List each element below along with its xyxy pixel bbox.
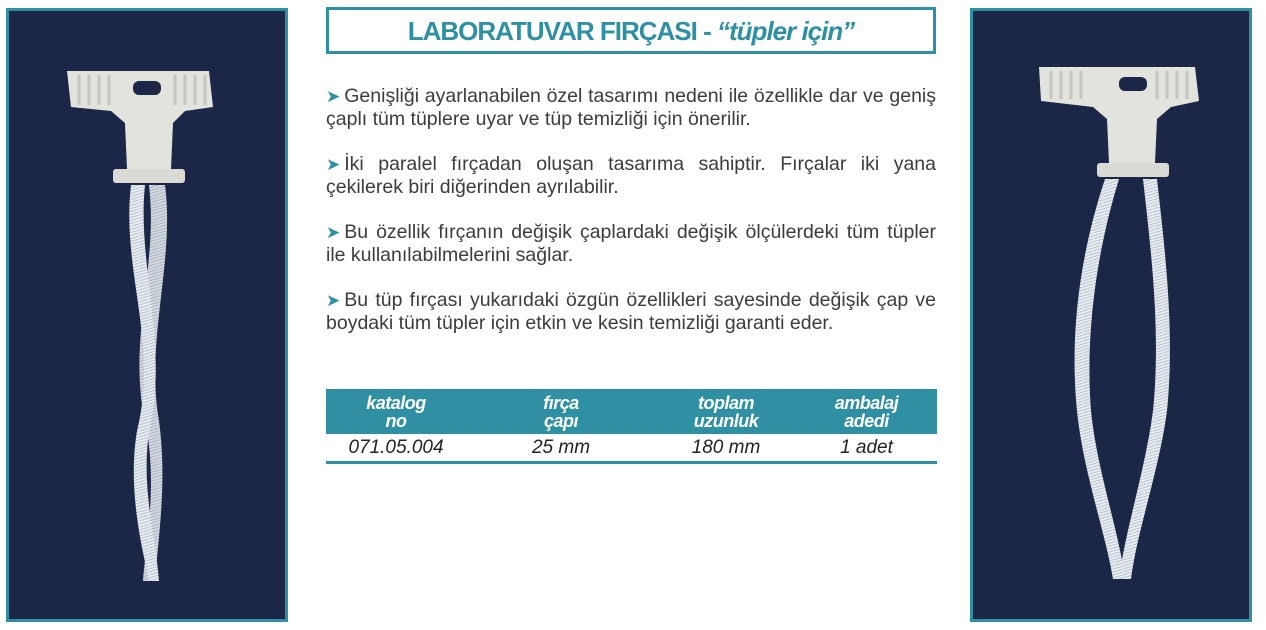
brush-closed-illustration (9, 11, 285, 619)
column-header-diameter (466, 389, 656, 434)
header-line: fırça (543, 393, 579, 413)
feature-text: Bu özellik fırçanın değişik çaplardaki değişik ölçülerdeki tüm tüpler ile kullanılabilmelerini sağlar. (326, 221, 936, 266)
header-line: katalog (366, 393, 426, 413)
table-row (326, 434, 937, 464)
product-photo-open-brush (970, 8, 1252, 622)
header-line: ambalaj (834, 393, 899, 413)
column-header-package (796, 389, 937, 434)
product-photo-closed-brush (6, 8, 288, 622)
header-line: toplam (697, 393, 754, 413)
header-line: çapı (543, 411, 579, 431)
spec-table (326, 389, 937, 464)
header-line: adedi (844, 411, 889, 431)
arrow-right-icon: ➤ (326, 155, 341, 174)
title-main: LABORATUVAR FIRÇASI (407, 16, 697, 46)
header-line: uzunluk (693, 411, 759, 431)
page-title (326, 7, 936, 54)
table-header (326, 389, 937, 434)
feature-bullet (326, 289, 936, 335)
cell-length: 180 mm (691, 437, 761, 458)
cell-catalog-no: 071.05.004 (348, 437, 444, 458)
cell-package: 1 adet (840, 437, 893, 458)
column-header-catalog (326, 389, 466, 434)
arrow-right-icon: ➤ (326, 291, 341, 310)
feature-bullet (326, 85, 936, 131)
feature-text: İki paralel fırçadan oluşan tasarıma sahiptir. Fırçalar iki yana çekilerek biri diğerinden ayrılabilir. (326, 153, 936, 198)
column-header-length (656, 389, 796, 434)
feature-text: Bu tüp fırçası yukarıdaki özgün özellikleri sayesinde değişik çap ve boydaki tüm tüpler için etkin ve kesin temizliği garanti eder. (326, 289, 936, 334)
arrow-right-icon: ➤ (326, 87, 341, 106)
feature-bullet (326, 221, 936, 267)
header-line: no (385, 411, 407, 431)
brush-open-illustration (973, 11, 1249, 619)
cell-diameter: 25 mm (531, 437, 591, 458)
arrow-right-icon: ➤ (326, 223, 341, 242)
title-subtitle: “tüpler için” (717, 16, 855, 46)
feature-text: Genişliği ayarlanabilen özel tasarımı nedeni ile özellikle dar ve geniş çaplı tüm tüplere uyar ve tüp temizliği için önerilir. (326, 85, 936, 130)
title-separator: - (703, 16, 711, 46)
feature-bullet (326, 153, 936, 199)
